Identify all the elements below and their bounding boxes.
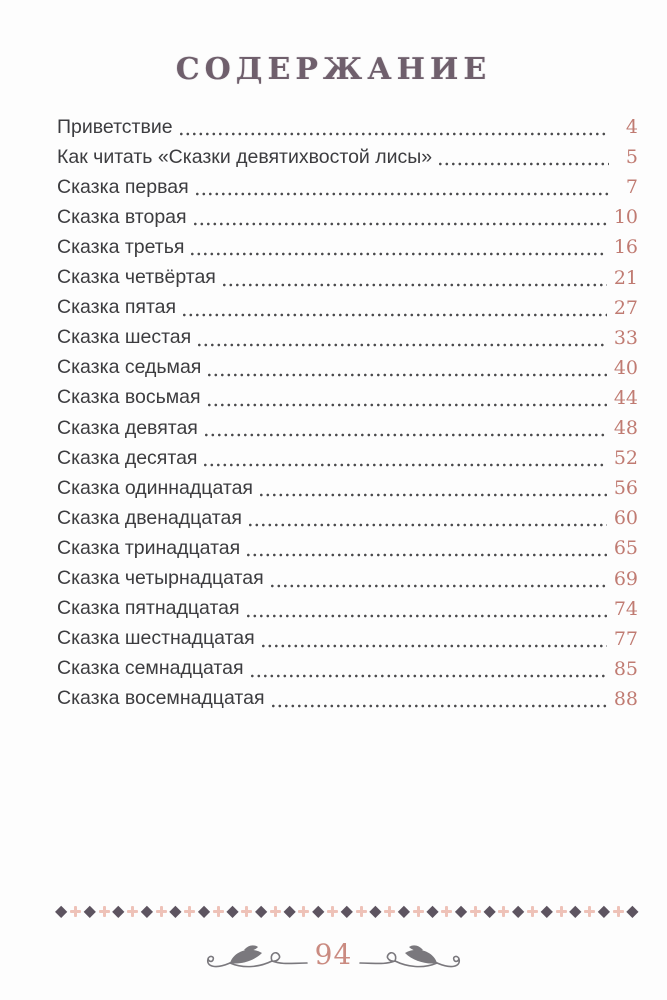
toc-row — [57, 563, 638, 593]
toc-row — [57, 383, 638, 413]
toc-entry-label: Сказка первая — [57, 175, 189, 198]
toc-page-number: 65 — [613, 537, 638, 560]
toc-page-number: 44 — [613, 386, 638, 409]
toc-list — [57, 112, 638, 714]
diamond-icon: ◆ — [226, 901, 239, 920]
cross-icon — [384, 906, 395, 917]
diamond-icon: ◆ — [597, 901, 610, 920]
cross-icon — [441, 906, 452, 917]
diamond-icon: ◆ — [626, 901, 639, 920]
diamond-icon: ◆ — [397, 901, 411, 920]
diamond-icon: ◆ — [169, 901, 182, 920]
dot-leader — [439, 162, 609, 166]
toc-row — [57, 684, 638, 714]
dot-leader — [196, 192, 609, 196]
cross-icon — [241, 906, 252, 917]
toc-entry-label: Сказка девятая — [57, 416, 198, 439]
toc-entry-label: Сказка восемнадцатая — [57, 687, 265, 710]
toc-row — [57, 654, 638, 684]
toc-page-number: 21 — [613, 266, 638, 289]
diamond-icon: ◆ — [254, 901, 268, 920]
toc-row — [57, 232, 638, 262]
cross-icon — [613, 906, 624, 917]
toc-row — [57, 142, 638, 172]
cross-icon — [356, 906, 367, 917]
toc-row — [57, 112, 638, 142]
cross-icon — [99, 906, 110, 917]
toc-page-number: 16 — [613, 236, 638, 259]
dot-leader — [198, 343, 607, 347]
diamond-icon: ◆ — [197, 901, 211, 920]
dot-leader — [249, 523, 607, 527]
diamond-icon: ◆ — [140, 901, 153, 920]
dot-leader — [194, 222, 607, 226]
dot-leader — [251, 674, 607, 678]
cross-icon — [527, 906, 538, 917]
cross-icon — [127, 906, 138, 917]
toc-row — [57, 413, 638, 443]
page-title: СОДЕРЖАНИЕ — [175, 52, 492, 87]
toc-entry-label: Как читать «Сказки девятихвостой лисы» — [57, 145, 433, 168]
cross-icon — [156, 906, 167, 917]
diamond-icon: ◆ — [55, 901, 68, 920]
cross-icon — [327, 906, 338, 917]
toc-row — [57, 172, 638, 202]
toc-page-number: 60 — [613, 507, 638, 530]
toc-entry-label: Сказка тринадцатая — [57, 536, 241, 559]
toc-row — [57, 443, 638, 473]
toc-page-number: 10 — [613, 206, 638, 229]
toc-entry-label: Сказка пятнадцатая — [57, 597, 240, 620]
dot-leader — [247, 553, 607, 557]
cross-icon — [270, 906, 281, 917]
diamond-icon: ◆ — [512, 901, 525, 920]
toc-page-number: 48 — [613, 417, 638, 440]
diamond-icon: ◆ — [340, 901, 353, 920]
toc-entry-label: Сказка третья — [57, 235, 185, 258]
toc-row — [57, 473, 638, 503]
toc-page-number: 4 — [625, 116, 638, 139]
toc-page-number: 7 — [625, 176, 638, 199]
toc-entry-label: Сказка восьмая — [57, 386, 201, 409]
flourish-left-icon — [204, 941, 308, 973]
toc-page-number: 52 — [613, 447, 638, 470]
diamond-icon: ◆ — [369, 901, 382, 920]
diamond-icon: ◆ — [569, 901, 582, 920]
toc-row — [57, 323, 638, 353]
cross-icon — [556, 906, 567, 917]
dot-leader — [272, 704, 607, 708]
ornament-border — [55, 901, 639, 921]
toc-page-number: 74 — [613, 597, 638, 620]
dot-leader — [271, 584, 607, 588]
toc-entry-label: Сказка двенадцатая — [57, 506, 242, 529]
toc-page-number: 85 — [613, 657, 638, 680]
dot-leader — [208, 373, 606, 377]
footer-page-number: 94 — [314, 938, 353, 971]
dot-leader — [262, 644, 607, 648]
toc-page-number: 88 — [613, 687, 638, 710]
diamond-icon: ◆ — [312, 901, 325, 920]
toc-entry-label: Сказка четырнадцатая — [57, 567, 264, 589]
toc-entry-label: Сказка седьмая — [57, 356, 202, 379]
toc-page-number: 27 — [613, 296, 638, 319]
dot-leader — [204, 463, 606, 467]
cross-icon — [584, 906, 595, 917]
toc-row — [57, 503, 638, 533]
toc-row — [57, 262, 638, 292]
toc-page-number: 33 — [613, 326, 638, 349]
toc-entry-label: Сказка десятая — [57, 446, 198, 469]
cross-icon — [470, 906, 481, 917]
toc-row — [57, 533, 638, 563]
toc-row — [57, 353, 638, 383]
diamond-icon: ◆ — [540, 901, 553, 920]
toc-entry-label: Сказка четвёртая — [57, 266, 216, 289]
cross-icon — [213, 906, 224, 917]
dot-leader — [223, 283, 607, 287]
toc-row — [57, 594, 638, 624]
cross-icon — [498, 906, 509, 917]
diamond-icon: ◆ — [426, 901, 439, 920]
dot-leader — [208, 403, 607, 407]
toc-entry-label: Сказка пятая — [57, 296, 177, 319]
dot-leader — [180, 132, 609, 136]
flourish-right-icon — [359, 941, 463, 973]
toc-entry-label: Сказка вторая — [57, 205, 187, 228]
diamond-icon: ◆ — [283, 901, 296, 920]
dot-leader — [205, 433, 607, 437]
dot-leader — [260, 493, 607, 497]
cross-icon — [184, 906, 195, 917]
cross-icon — [298, 906, 309, 917]
toc-page-number: 77 — [613, 627, 638, 650]
cross-icon — [413, 906, 424, 917]
toc-page-number: 69 — [613, 567, 638, 590]
toc-entry-label: Сказка шестая — [57, 326, 192, 349]
diamond-icon: ◆ — [83, 901, 96, 920]
toc-entry-label: Приветствие — [57, 115, 173, 138]
toc-page-number: 40 — [613, 356, 638, 379]
toc-page-number: 56 — [613, 477, 638, 500]
cross-icon — [70, 906, 81, 917]
toc-row — [57, 293, 638, 323]
dot-leader — [191, 252, 606, 256]
page-footer — [0, 938, 667, 973]
toc-row — [57, 624, 638, 654]
toc-entry-label: Сказка шестнадцатая — [57, 627, 255, 650]
dot-leader — [247, 614, 607, 618]
toc-row — [57, 202, 638, 232]
toc-page-number: 5 — [625, 146, 638, 169]
toc-entry-label: Сказка семнадцатая — [57, 657, 244, 680]
dot-leader — [183, 313, 607, 317]
toc-entry-label: Сказка одиннадцатая — [57, 476, 253, 499]
diamond-icon: ◆ — [483, 901, 496, 920]
diamond-icon: ◆ — [112, 901, 125, 920]
diamond-icon: ◆ — [454, 901, 468, 920]
